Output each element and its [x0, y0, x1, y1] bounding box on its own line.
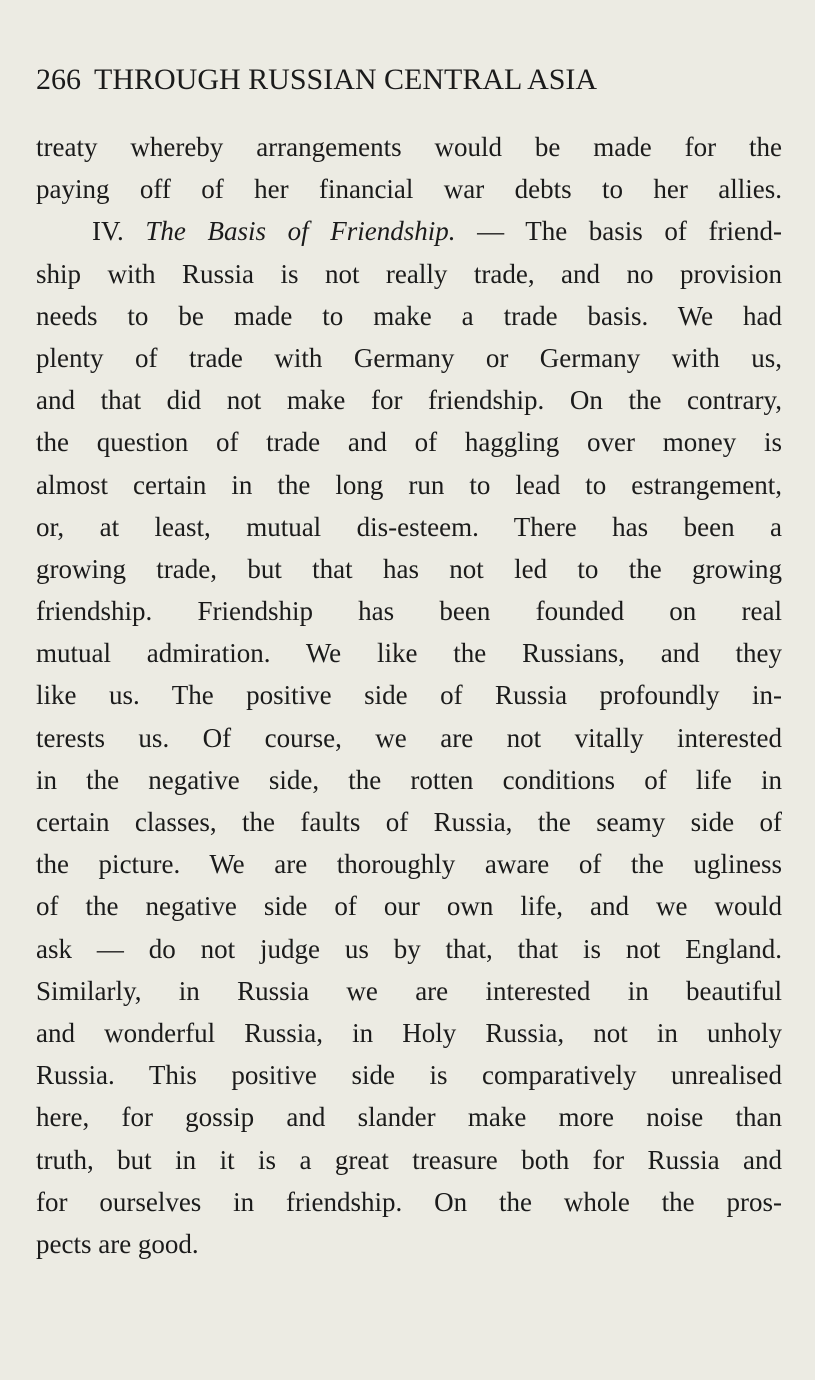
- page-number: 266: [36, 63, 81, 96]
- text-line: needs to be made to make a trade basis. We had: [36, 300, 782, 331]
- text-line: friendship. Friendship has been founded on real: [36, 596, 782, 627]
- text-line: pects are good.: [36, 1228, 199, 1259]
- running-head: [36, 58, 782, 102]
- text-line: truth, but in it is a great treasure both for Russia and: [36, 1144, 782, 1175]
- text-line: here, for gossip and slander make more noise than: [36, 1102, 782, 1133]
- text-line: plenty of trade with Germany or Germany with us,: [36, 342, 782, 373]
- text-line: mutual admiration. We like the Russians, and they: [36, 638, 782, 669]
- running-title: THROUGH RUSSIAN CENTRAL ASIA: [94, 63, 598, 96]
- text-line: in the negative side, the rotten conditions of life in: [36, 764, 782, 795]
- text-line: certain classes, the faults of Russia, the seamy side of: [36, 807, 782, 837]
- text-line: ask — do not judge us by that, that is not England.: [36, 933, 782, 964]
- body-text: [36, 126, 782, 1265]
- text-line: and wonderful Russia, in Holy Russia, not in unholy: [36, 1017, 782, 1048]
- text-line: or, at least, mutual dis-esteem. There has been a: [36, 511, 782, 542]
- section-heading-line: [36, 210, 782, 252]
- text-line: terests us. Of course, we are not vitally interested: [36, 722, 782, 753]
- text-line: the question of trade and of haggling over money is: [36, 427, 782, 458]
- text-line: ship with Russia is not really trade, and no provision: [36, 258, 782, 289]
- text-line: for ourselves in friendship. On the whole the pros-: [36, 1186, 782, 1217]
- text-line: of the negative side of our own life, and we would: [36, 891, 782, 922]
- section-number: IV.: [92, 216, 146, 247]
- text-line: Similarly, in Russia we are interested in beautiful: [36, 975, 782, 1006]
- text-line: the picture. We are thoroughly aware of the ugliness: [36, 849, 782, 880]
- text-line: treaty whereby arrangements would be made for the: [36, 132, 782, 162]
- text-line: and that did not make for friendship. On the contrary,: [36, 385, 782, 416]
- text-line: almost certain in the long run to lead to estrangement,: [36, 469, 782, 500]
- section-lead-text: — The basis of friend-: [455, 216, 782, 247]
- text-line: paying off of her financial war debts to her allies.: [36, 174, 782, 205]
- section-title: The Basis of Friendship.: [145, 216, 456, 247]
- text-line: growing trade, but that has not led to the growing: [36, 553, 782, 584]
- text-line: like us. The positive side of Russia profoundly in-: [36, 680, 782, 711]
- text-line: Russia. This positive side is comparatively unrealised: [36, 1060, 782, 1091]
